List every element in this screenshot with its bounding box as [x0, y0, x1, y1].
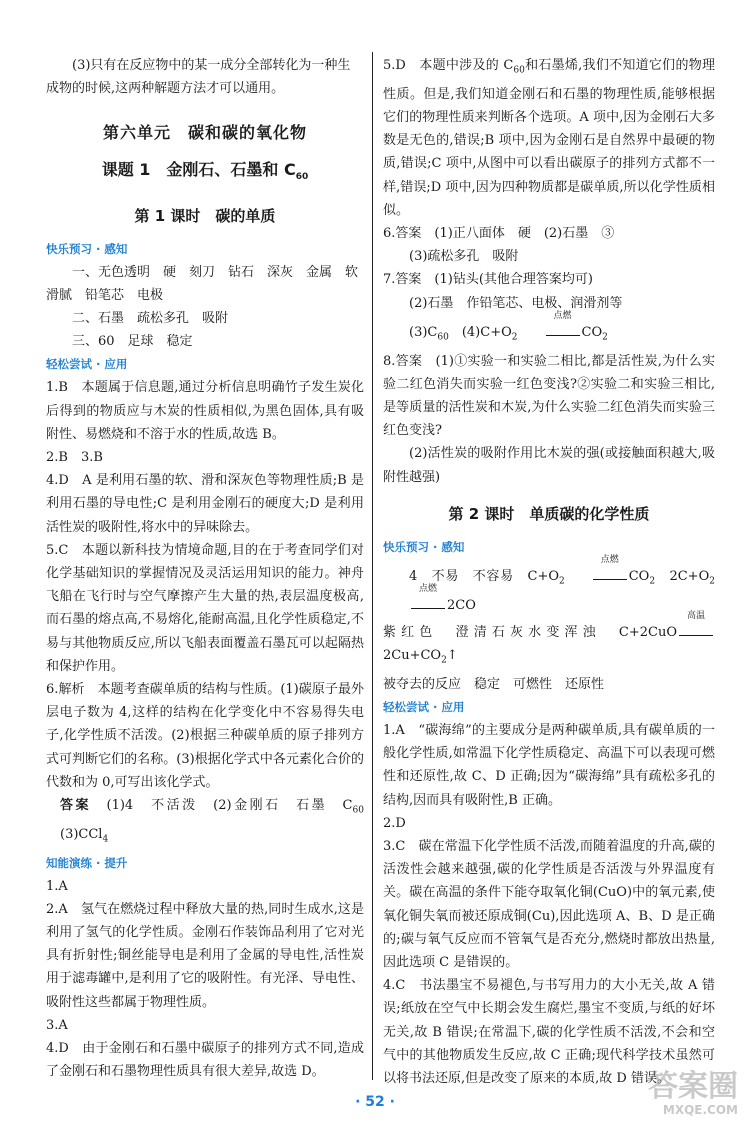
answer-item: 1.A “碳海绵”的主要成分是两种碳单质,具有碳单质的一般化学性质,如常温下化学性质稳定、高温下可以表现可燃性和还原性,故 C、D 正确;因为“碳海绵”具有疏松多孔的结构,因而具有吸附性,B 正确。	[383, 723, 715, 808]
answer-item: (3)疏松多孔 吸附	[409, 249, 519, 265]
preview-line: 一、无色透明 硬 刻刀 钻石 深灰 金属 软	[72, 264, 359, 280]
preview-line: 紫红色 澄清石灰水变浑浊 C+2CuO 高温 $2Cu+CO_2↑$	[383, 621, 715, 673]
section-preview-2: 快乐预习 · 感知	[383, 539, 465, 554]
answer-item: 1.B 本题属于信息题,通过分析信息明确竹子发生炭化后得到的物质应与木炭的性质相似,为黑色固体,具有吸附性、易燃烧和不溶于水的性质,故选 B。	[46, 380, 364, 442]
preview-line: 4 不易 不容易 $C+O_2$ 点燃 $CO_2$ $2C+O_2$ 点燃 2CO	[383, 565, 715, 617]
intro-line-1: (3)只有在反应物中的某一成分全部转化为一种生	[72, 58, 351, 73]
reaction-arrow: 点燃	[565, 565, 629, 588]
section-practice: 知能演练 · 提升	[46, 855, 128, 870]
watermark-text: 答案圈	[648, 1069, 738, 1104]
answer-item: 7.答案 (1)钻头(其他合理答案均可)	[383, 272, 593, 288]
answer-item: (2)石墨 作铅笔芯、电极、润滑剂等	[409, 295, 623, 311]
intro-line-2: 成物的时候,这两种解题方法才可以通用。	[46, 81, 285, 97]
answer-item: $(3)C_{60}$ $(4)C+O_2$ 点燃 $CO_2$	[409, 310, 608, 343]
period-2-title: 第 2 课时 单质碳的化学性质	[448, 504, 650, 523]
answer-item: 4.C 书法墨宝不易褪色,与书写用力的大小无关,故 A 错误;纸放在空气中长期会发生腐烂,墨宝不变质,与纸的好坏无关,故 B 错误;在常温下,碳的化学性质不活泼,不会和空气中的其他物质发生反应,故 C 正确;现代科学技术虽然可以将书法还原,但是改变了原来的本质,故 D 错误。	[383, 978, 715, 1087]
page-number: · 52 ·	[355, 1094, 395, 1110]
column-divider	[372, 52, 373, 1080]
answer-item: 3.C 碳在常温下化学性质不活泼,而随着温度的升高,碳的活泼性会越来越强,碳的化学性质是否活泼与外界温度有关。碳在高温的条件下能夺取氧化铜(CuO)中的氧元素,使氧化铜失氧而被还原成铜(Cu),因此选项 A、B、D 是正确的;碳与氧气反应而不管氧气是否充分,燃烧时都放出热量,因此选项 C 是错误的。	[383, 839, 715, 971]
unit-title: 第六单元 碳和碳的氧化物	[102, 123, 307, 143]
watermark-logo	[588, 1071, 738, 1121]
answer-item: (2)活性炭的吸附作用比木炭的强(或接触面积越大,吸附性越强)	[383, 446, 715, 485]
section-preview: 快乐预习 · 感知	[46, 241, 128, 256]
answer-item: 2.D	[383, 815, 406, 831]
left-column	[46, 54, 364, 1083]
answer-item: 2.A 氢气在燃烧过程中释放大量的热,同时生成水,这是利用了氢气的化学性质。金刚石作装饰品利用了它对光具有折射性;铜丝能导电是利用了金属的导电性,活性炭用于滤毒罐中,是利用了它的吸附性。有光泽、导电性、吸附性这些都属于物理性质。	[46, 901, 364, 1010]
reaction-arrow: 高温	[677, 621, 715, 644]
answer-item: 5.D 本题中涉及的 $C_{60}$和石墨烯,我们不知道它们的物理性质。但是,我们知道金刚石和石墨的物理性质,能够根据它们的物理性质来判断各个选项。A 项中,因为金刚石大多数是无色的,错误;B 项中,因为金刚石是自然界中最硬的物质,错误;C 项中,从图中可以看出碳原子的排列方式都不一样,错误;D 项中,因为四种物质都是碳单质,所以化学性质相似。	[383, 58, 715, 218]
answer-item: 1.A	[46, 878, 68, 894]
answer-item: 6.解析 本题考查碳单质的结构与性质。(1)碳原子最外层电子数为 4,这样的结构在化学变化中不容易得失电子,化学性质不活泼。(2)根据三种碳单质的原子排列方式可判断它们的名称。(3)根据化学式中各元素化合价的代数和为 0,可写出该化学式。	[46, 682, 364, 790]
answer-item: 6.答案 (1)正八面体 硬 (2)石墨 ③	[383, 226, 615, 242]
reaction-arrow: 点燃	[383, 594, 447, 617]
answer-item: 4.D 由于金刚石和石墨中碳原子的排列方式不同,造成了金刚石和石墨物理性质具有很大差异,故选 D。	[46, 1041, 364, 1080]
answer-item: 答案 (1)4 不活泼 (2)金刚石 石墨 $C_{60}$ (3)CCl$_4$	[60, 798, 364, 845]
right-column	[383, 54, 715, 1090]
section-try: 轻松尝试 · 应用	[46, 357, 128, 372]
preview-line: 被夺去的反应 稳定 可燃性 还原性	[383, 676, 605, 692]
answer-item: 5.C 本题以新科技为情境命题,目的在于考查同学们对化学基础知识的掌握情况及灵活运用知识的能力。神舟飞船在飞行时与空气摩擦产生大量的热,表层温度极高,而石墨的熔点高,不易熔化,能耐高温,且化学性质稳定,不易与其他物质反应,所以飞船表面覆盖石墨瓦可以起隔热和保护作用。	[46, 542, 364, 674]
preview-line: 三、60 足球 稳定	[72, 334, 193, 350]
lesson-title: 课题 1 金刚石、石墨和 $C_{60}$	[101, 160, 309, 183]
answer-item: 8.答案 (1)①实验一和实验二相比,都是活性炭,为什么实验二红色消失而实验一红色变浅?②实验二和实验三相比,是等质量的活性炭和木炭,为什么实验二红色消失而实验三红色变浅?	[383, 353, 715, 439]
answer-item: 4.D A 是利用石墨的软、滑和深灰色等物理性质;B 是利用石墨的导电性;C 是利用金刚石的硬度大;D 是利用活性炭的吸附性,将水中的异味除去。	[46, 473, 364, 535]
preview-line: 滑腻 铅笔芯 电极	[46, 287, 164, 303]
watermark-url: MXQE.COM	[662, 1103, 738, 1117]
preview-line: 二、石墨 疏松多孔 吸附	[72, 311, 229, 326]
reaction-arrow: 点燃	[518, 321, 582, 344]
section-try-2: 轻松尝试 · 应用	[383, 700, 465, 715]
answer-item: 3.A	[46, 1017, 68, 1033]
period-title: 第 1 课时 碳的单质	[134, 206, 276, 225]
answer-item: 2.B 3.B	[46, 450, 103, 466]
